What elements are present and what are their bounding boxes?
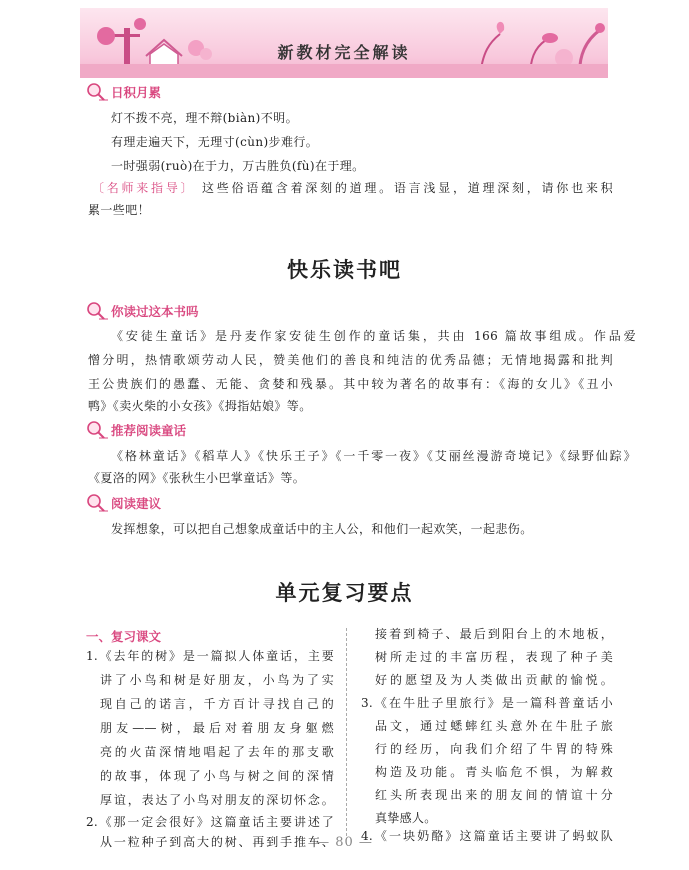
daily-line-1: 灯不拨不亮，理不辩(biàn)不明。 — [111, 111, 298, 125]
teacher-guide-text: 这些俗语蕴含着深刻的道理。语言浅显，道理深刻，请你也来积 — [201, 181, 614, 195]
column-divider — [346, 628, 347, 836]
review-right-line-1: 接着到椅子、最后到阳台上的木地板， — [375, 627, 613, 641]
review-left-line-8: 2.《那一定会很好》这篇童话主要讲述了 — [86, 815, 334, 829]
book-intro-heading-text: 你读过这本书吗 — [111, 304, 199, 319]
review-right-line-2: 树所走过的丰富历程，表现了种子美 — [375, 650, 613, 664]
recommend-line-2: 《夏洛的网》《张秋生小巴掌童话》等。 — [88, 471, 306, 485]
daily-line-3: 一时强弱(ruò)在于力，万古胜负(fù)在于理。 — [111, 159, 365, 173]
reading-section-title: 快乐读书吧 — [287, 258, 402, 282]
book-intro-heading — [86, 301, 199, 321]
review-heading: 一、复习课文 — [86, 629, 162, 644]
recommend-line-1: 《格林童话》《稻草人》《快乐王子》《一千零一夜》《艾丽丝漫游奇境记》《绿野仙踪》 — [111, 449, 636, 463]
advice-heading-text: 阅读建议 — [111, 496, 162, 511]
review-left-line-7: 厚谊，表达了小鸟对朋友的深切怀念。 — [100, 793, 334, 807]
review-right-line-4: 3.《在牛肚子里旅行》是一篇科普童话小 — [361, 696, 613, 710]
book-intro-line-2: 憎分明，热情歌颂劳动人民，赞美他们的善良和纯洁的优秀品德；无情地揭露和批判 — [88, 353, 613, 367]
review-right-line-3: 好的愿望及为人类做出贡献的愉悦。 — [375, 673, 613, 687]
review-left-line-5: 亮的火苗深情地唱起了去年的那支歌 — [100, 745, 334, 759]
review-left-line-1: 1.《去年的树》是一篇拟人体童话，主要 — [86, 649, 334, 663]
magnifier-icon — [86, 493, 108, 513]
advice-heading — [86, 493, 161, 513]
daily-line-2: 有理走遍天下，无理寸(cùn)步难行。 — [111, 135, 319, 149]
page-number: — 80 — — [316, 835, 373, 850]
review-right-line-5: 品文，通过蟋蟀红头意外在牛肚子旅 — [375, 719, 613, 733]
review-section-title: 单元复习要点 — [275, 581, 414, 605]
review-right-line-8: 红头所表现出来的朋友间的情谊十分 — [375, 788, 613, 802]
magnifier-icon — [86, 82, 108, 102]
book-intro-line-1: 《安徒生童话》是丹麦作家安徒生创作的童话集，共由 166 篇故事组成。作品爱 — [111, 329, 636, 343]
book-intro-line-3: 王公贵族们的愚蠢、无能、贪婪和残暴。其中较为著名的故事有：《海的女儿》《丑小 — [88, 377, 613, 391]
header-band — [80, 64, 608, 78]
magnifier-icon — [86, 301, 108, 321]
review-left-line-6: 的故事，体现了小鸟与树之间的深情 — [100, 769, 334, 783]
page-header-title: 新教材完全解读 — [277, 43, 411, 62]
teacher-guide-line-1 — [92, 176, 613, 200]
magnifier-icon — [86, 420, 108, 440]
recommend-heading — [86, 420, 186, 440]
review-left-line-4: 朋友——树，最后对着朋友身躯燃 — [100, 721, 334, 735]
page-header — [80, 8, 608, 78]
daily-heading — [86, 82, 161, 102]
review-left-line-9: 从一粒种子到高大的树、再到手推车、 — [100, 835, 334, 849]
teacher-guide-line-2: 累一些吧！ — [88, 203, 151, 217]
book-intro-line-4: 鸭》《卖火柴的小女孩》《拇指姑娘》等。 — [88, 399, 312, 413]
review-left-line-2: 讲了小鸟和树是好朋友，小鸟为了实 — [100, 673, 334, 687]
review-right-line-9: 真挚感人。 — [375, 811, 437, 825]
review-right-line-6: 行的经历，向我们介绍了牛胃的特殊 — [375, 742, 613, 756]
teacher-guide-label: 〔名师来指导〕 — [92, 181, 196, 195]
review-right-line-7: 构造及功能。青头临危不惧，为解救 — [375, 765, 613, 779]
daily-heading-text: 日积月累 — [111, 85, 162, 100]
recommend-heading-text: 推荐阅读童话 — [111, 423, 187, 438]
review-left-line-3: 现自己的诺言，千方百计寻找自己的 — [100, 697, 334, 711]
advice-line: 发挥想象，可以把自己想象成童话中的主人公，和他们一起欢笑，一起悲伤。 — [111, 522, 533, 536]
review-right-line-10: 4.《一块奶酪》这篇童话主要讲了蚂蚁队 — [361, 829, 613, 843]
